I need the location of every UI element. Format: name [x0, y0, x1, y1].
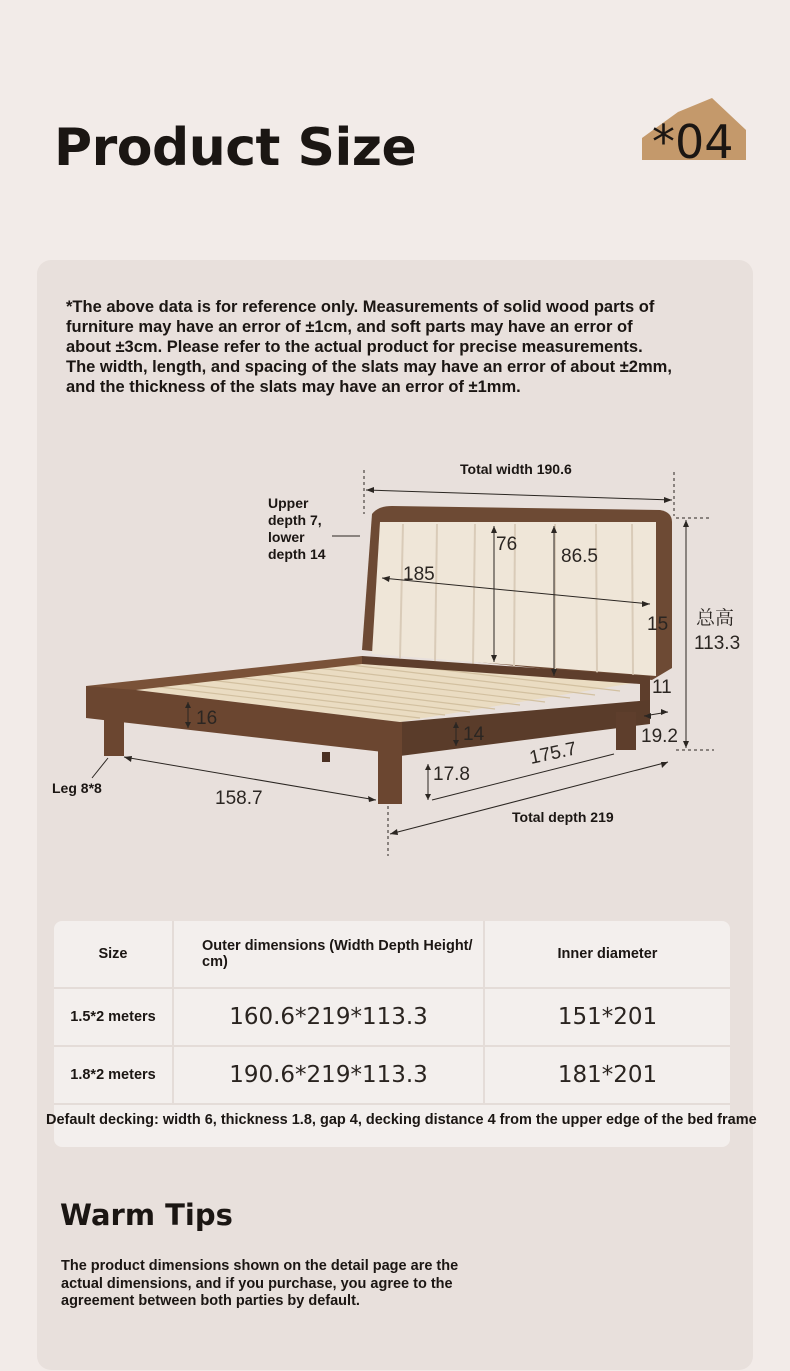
- warm-tips-body: The product dimensions shown on the detail page are the actual dimensions, and if you purchase, you agree to the agreement between both parties by default.: [61, 1258, 459, 1309]
- cell-outer: 190.6*219*113.3: [173, 1046, 484, 1104]
- label-rail-height: 14: [463, 724, 485, 745]
- page-title: Product Size: [54, 118, 417, 178]
- label-total-depth: Total depth 219: [512, 809, 614, 825]
- table-row: [54, 988, 730, 1046]
- label-total-height: 113.3: [694, 633, 741, 654]
- cell-inner: 181*201: [484, 1046, 730, 1104]
- label-gap-15: 15: [647, 614, 669, 635]
- label-gap-11: 11: [652, 677, 672, 698]
- bed-dimension-diagram: [40, 450, 750, 870]
- label-inner-width: 185: [403, 564, 435, 585]
- disclaimer-note: *The above data is for reference only. Measurements of solid wood parts of furniture may have an error of ±1cm, and soft parts may have an error of about ±3cm. Please refer to the actual product for precise measurements. The width, length, and spacing of the slats may have an error of about ±2mm, and the thickness of the slats may have an error of ±1mm.: [66, 298, 672, 396]
- cell-size: 1.5*2 meters: [54, 988, 173, 1046]
- header-size: Size: [54, 921, 173, 988]
- label-head-height-2: 86.5: [561, 546, 598, 567]
- label-headboard-depth-3: lower: [268, 529, 305, 545]
- label-headboard-depth-1: Upper: [268, 495, 309, 511]
- cell-outer: 160.6*219*113.3: [173, 988, 484, 1046]
- label-foot-inset: 19.2: [641, 726, 678, 747]
- header-outer-dimensions: Outer dimensions (Width Depth Height/ cm): [173, 921, 484, 988]
- label-headboard-depth-4: depth 14: [268, 546, 326, 562]
- label-headboard-depth-2: depth 7,: [268, 512, 322, 528]
- label-leg-size: Leg 8*8: [52, 780, 102, 796]
- label-total-width: Total width 190.6: [460, 461, 572, 477]
- cell-size: 1.8*2 meters: [54, 1046, 173, 1104]
- label-head-height: 76: [496, 534, 518, 555]
- table-row: [54, 1046, 730, 1104]
- warm-tips-title: Warm Tips: [60, 1198, 233, 1232]
- header-inner-diameter: Inner diameter: [484, 921, 730, 988]
- label-side-length: 175.7: [527, 738, 579, 769]
- badge-text: *04: [652, 115, 734, 166]
- size-table: [54, 921, 730, 1105]
- section-number-badge: [640, 96, 750, 166]
- table-header-row: [54, 921, 730, 988]
- label-front-width: 158.7: [215, 788, 263, 809]
- decking-footnote: Default decking: width 6, thickness 1.8, gap 4, decking distance 4 from the upper edge of the bed frame: [46, 1112, 757, 1128]
- label-leg-height: 17.8: [433, 764, 470, 785]
- label-frame-height: 16: [196, 708, 218, 729]
- label-total-height-title: 总高: [696, 608, 735, 629]
- cell-inner: 151*201: [484, 988, 730, 1046]
